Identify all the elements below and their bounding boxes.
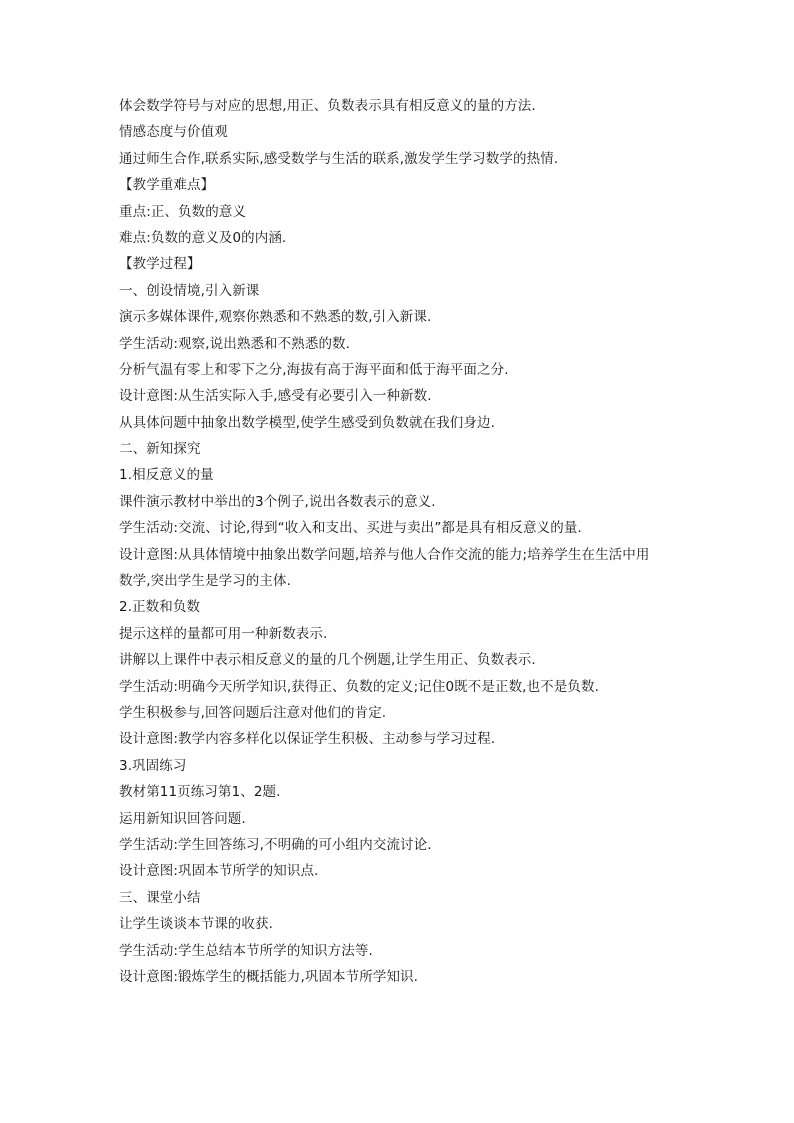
text-line: 演示多媒体课件,观察你熟悉和不熟悉的数,引入新课.	[119, 309, 432, 326]
text-line: 设计意图:锻炼学生的概括能力,巩固本节所学知识.	[119, 968, 419, 985]
text-line: 数学,突出学生是学习的主体.	[119, 573, 291, 590]
text-line: 从具体问题中抽象出数学模型,使学生感受到负数就在我们身边.	[119, 414, 495, 431]
numbered-heading: 2.正数和负数	[119, 599, 201, 616]
subsection-heading: 一、创设情境,引入新课	[119, 282, 260, 299]
text-line: 提示这样的量都可用一种新数表示.	[119, 625, 328, 642]
numbered-heading: 3.巩固练习	[119, 757, 187, 774]
text-line: 设计意图:从生活实际入手,感受有必要引入一种新数.	[119, 388, 432, 405]
text-line: 让学生谈谈本节课的收获.	[119, 916, 273, 933]
section-heading: 【教学过程】	[119, 256, 201, 273]
text-line: 学生积极参与,回答问题后注意对他们的肯定.	[119, 704, 387, 721]
subsection-heading: 三、课堂小结	[119, 889, 201, 906]
subsection-heading: 二、新知探究	[119, 441, 201, 458]
text-line: 通过师生合作,联系实际,感受数学与生活的联系,激发学生学习数学的热情.	[119, 150, 559, 167]
text-line: 难点:负数的意义及0的内涵.	[119, 229, 287, 246]
text-line: 运用新知识回答问题.	[119, 810, 246, 827]
text-line: 重点:正、负数的意义	[119, 203, 247, 220]
text-line: 分析气温有零上和零下之分,海拔有高于海平面和低于海平面之分.	[119, 361, 509, 378]
text-line: 学生活动:学生总结本节所学的知识方法等.	[119, 942, 373, 959]
numbered-heading: 1.相反意义的量	[119, 467, 214, 484]
text-line: 设计意图:教学内容多样化以保证学生积极、主动参与学习过程.	[119, 731, 496, 748]
text-line: 体会数学符号与对应的思想,用正、负数表示具有相反意义的量的方法.	[119, 98, 536, 114]
text-line: 课件演示教材中举出的3个例子,说出各数表示的意义.	[119, 493, 436, 510]
section-heading: 【教学重难点】	[119, 177, 215, 194]
text-line: 设计意图:从具体情境中抽象出数学问题,培养与他人合作交流的能力;培养学生在生活中用	[119, 546, 650, 563]
text-line: 学生活动:明确今天所学知识,获得正、负数的定义;记住0既不是正数,也不是负数.	[119, 678, 599, 695]
text-line: 学生活动:交流、讨论,得到“收入和支出、买进与卖出”都是具有相反意义的量.	[119, 520, 582, 537]
document-body	[119, 93, 679, 990]
text-line: 学生活动:观察,说出熟悉和不熟悉的数.	[119, 335, 351, 352]
text-line: 讲解以上课件中表示相反意义的量的几个例题,让学生用正、负数表示.	[119, 652, 536, 669]
text-line: 教材第11页练习第1、2题.	[119, 784, 281, 801]
text-line: 学生活动:学生回答练习,不明确的可小组内交流讨论.	[119, 836, 432, 853]
text-line: 设计意图:巩固本节所学的知识点.	[119, 863, 319, 880]
section-heading: 情感态度与价值观	[119, 124, 228, 141]
